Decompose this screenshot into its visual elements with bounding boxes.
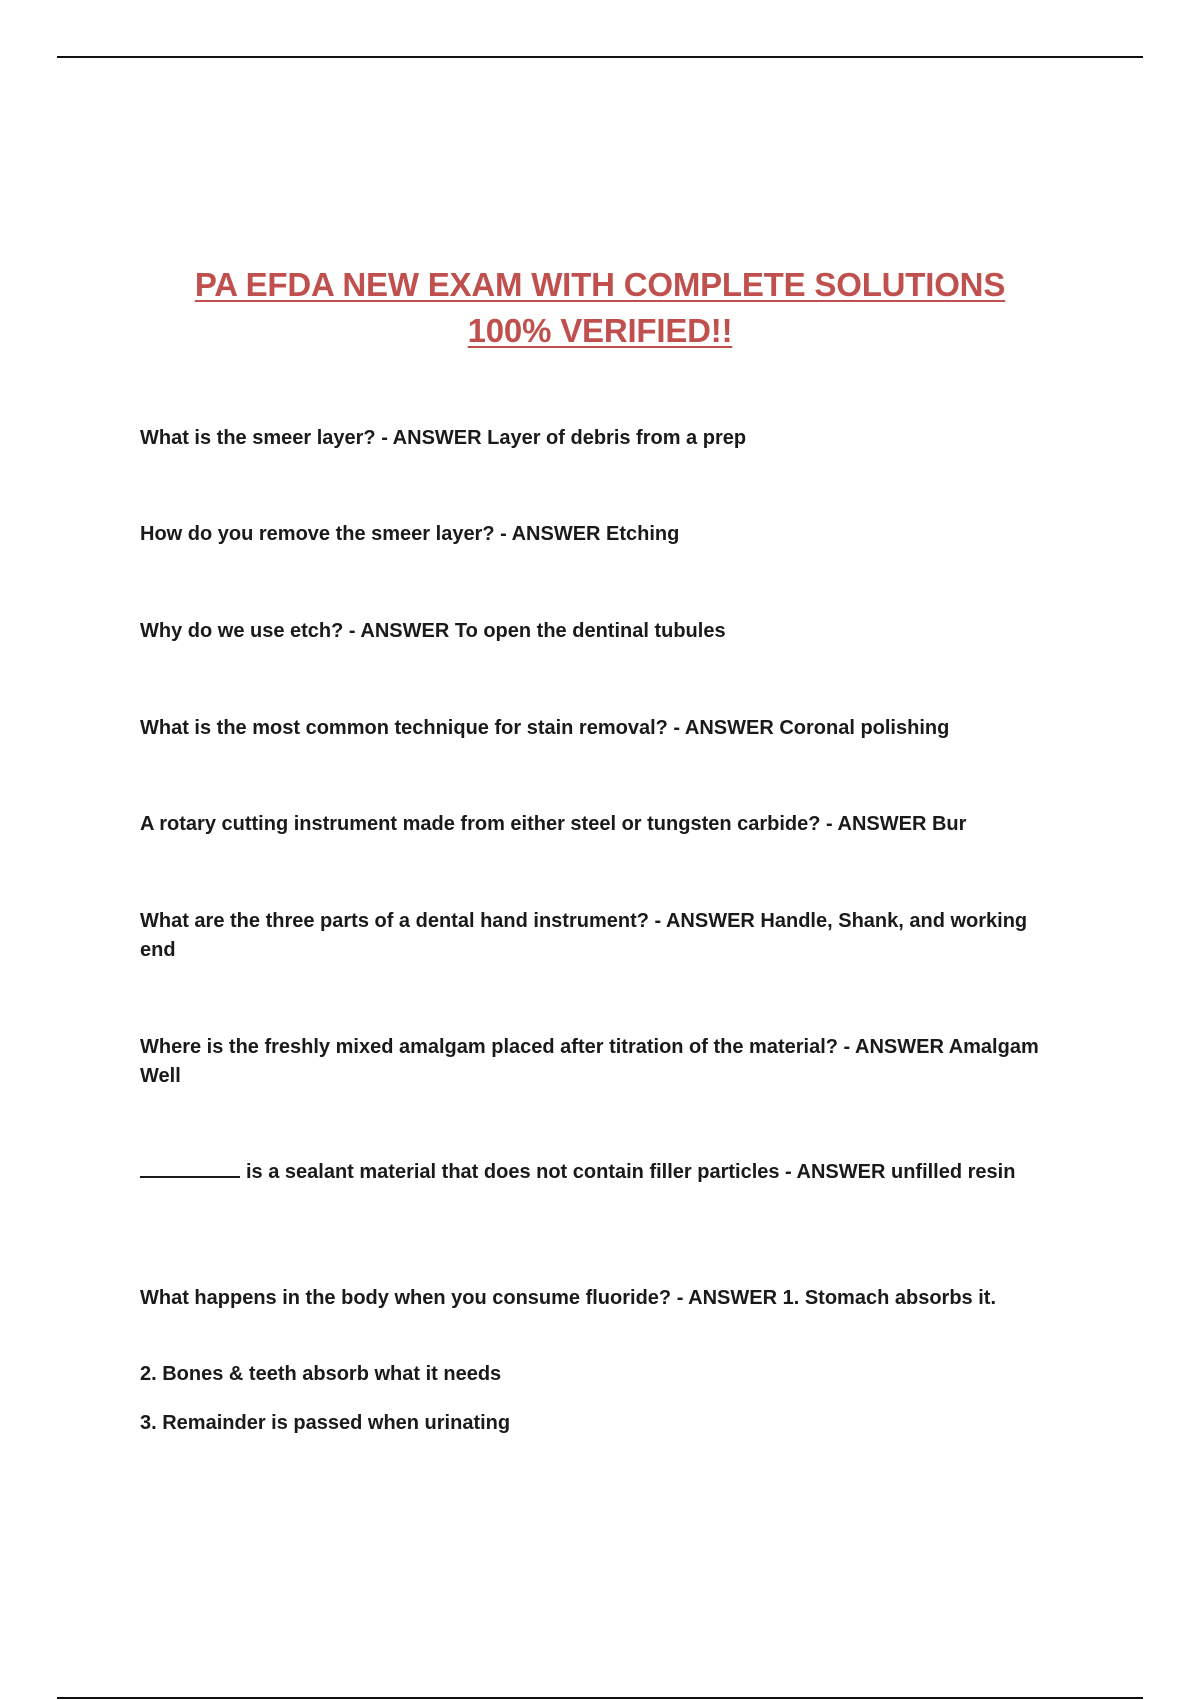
qa-item-8-text: is a sealant material that does not contain filler particles - ANSWER unfilled resin bbox=[246, 1161, 1016, 1183]
header-rule bbox=[57, 56, 1143, 58]
title-line-1: PA EFDA NEW EXAM WITH COMPLETE SOLUTIONS bbox=[194, 266, 1006, 303]
footer-rule bbox=[57, 1697, 1143, 1699]
qa-item-9: What happens in the body when you consume fluoride? - ANSWER 1. Stomach absorbs it. bbox=[140, 1287, 996, 1309]
title-line-2: 100% VERIFIED!! bbox=[467, 312, 733, 349]
qa-item-8 bbox=[140, 1158, 1060, 1187]
fill-in-blank bbox=[140, 1158, 240, 1178]
qa-item-6: What are the three parts of a dental hand instrument? - ANSWER Handle, Shank, and working end bbox=[140, 910, 1028, 961]
qa-item-7: Where is the freshly mixed amalgam placed after titration of the material? - ANSWER Amalgam Well bbox=[140, 1036, 1039, 1087]
qa-item-2: How do you remove the smeer layer? - ANSWER Etching bbox=[140, 523, 680, 545]
qa-item-9-step-2: 2. Bones & teeth absorb what it needs bbox=[140, 1363, 502, 1385]
qa-item-4: What is the most common technique for stain removal? - ANSWER Coronal polishing bbox=[140, 717, 950, 739]
qa-item-5: A rotary cutting instrument made from either steel or tungsten carbide? - ANSWER Bur bbox=[140, 813, 967, 835]
document-title bbox=[100, 262, 1100, 354]
qa-item-1: What is the smeer layer? - ANSWER Layer of debris from a prep bbox=[140, 427, 747, 449]
qa-item-9-step-3: 3. Remainder is passed when urinating bbox=[140, 1412, 511, 1434]
qa-item-3: Why do we use etch? - ANSWER To open the dentinal tubules bbox=[140, 620, 726, 642]
